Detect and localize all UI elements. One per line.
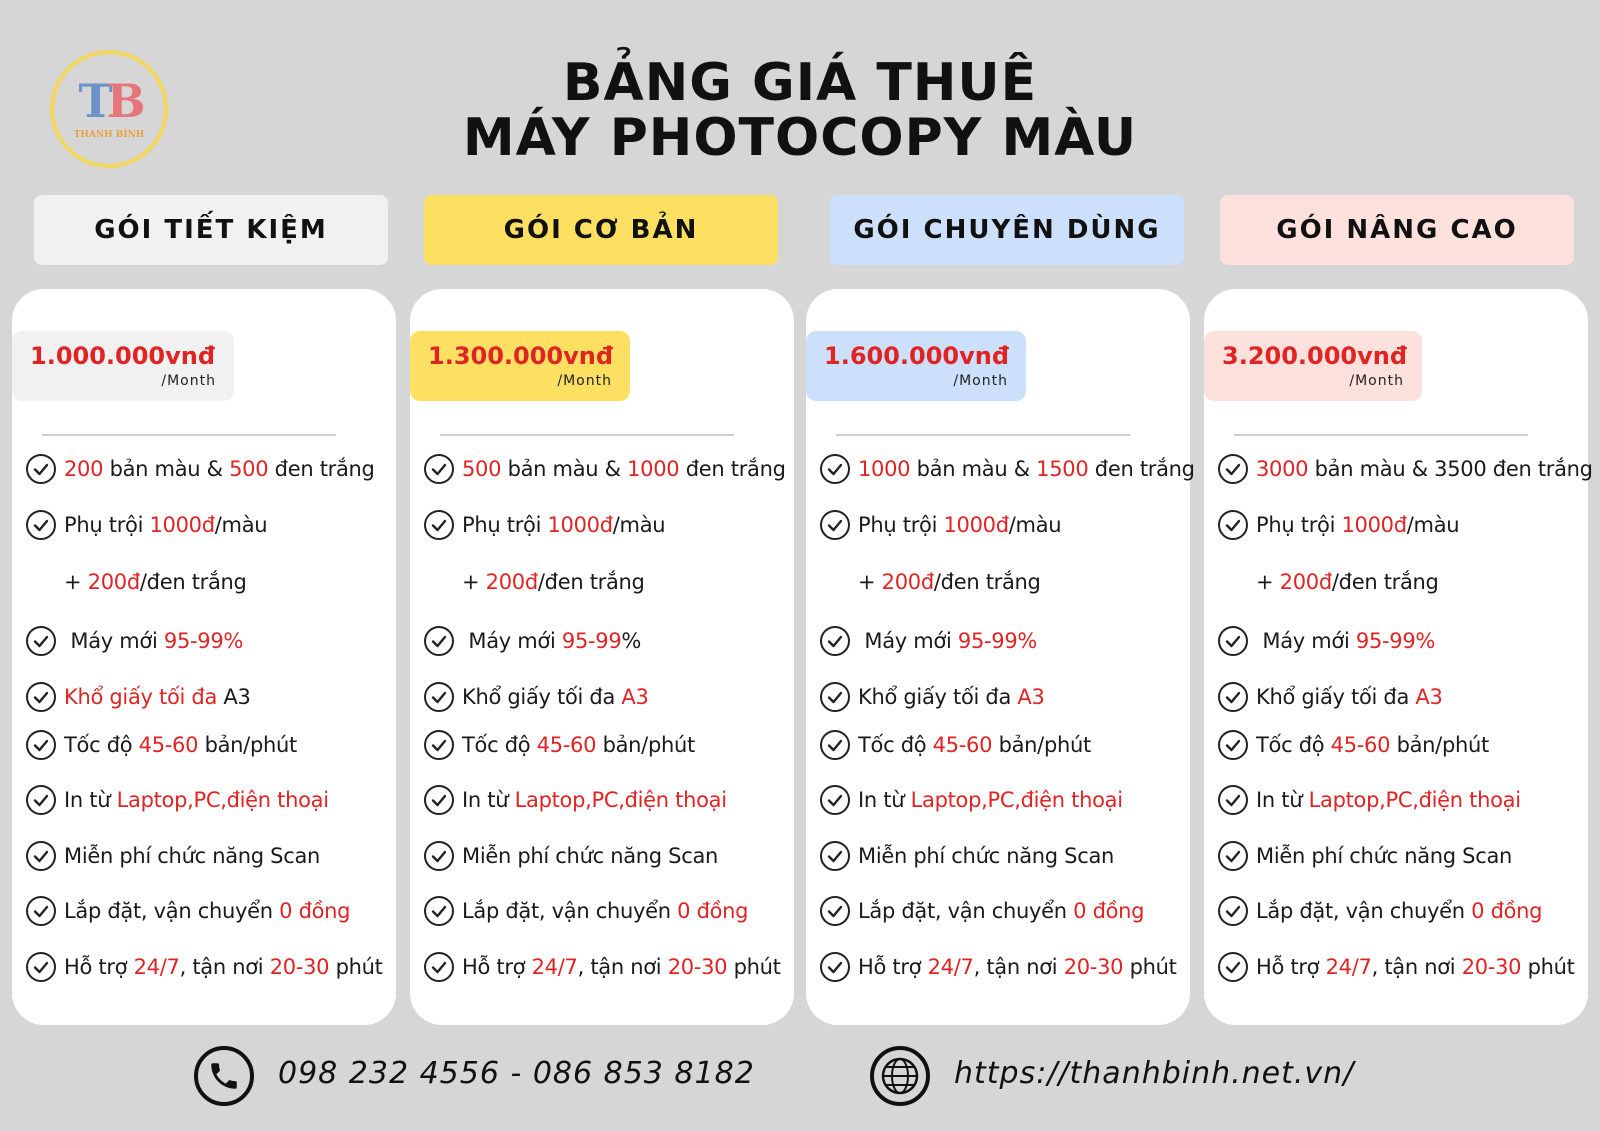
- highlight-text: 95-99%: [1355, 629, 1436, 653]
- phone-glyph: [207, 1059, 241, 1093]
- feature-text-part: Phụ trội: [858, 513, 944, 537]
- feature-text-part: Miễn phí chức năng Scan: [64, 844, 321, 868]
- title-line-1: BẢNG GIÁ THUÊ: [562, 53, 1038, 113]
- feature-text: [1256, 844, 1512, 868]
- check-circle-icon: [26, 785, 56, 815]
- check-circle-icon: [1218, 682, 1248, 712]
- feature-item: [820, 947, 1184, 987]
- feature-text: [1256, 513, 1459, 537]
- feature-text-part: A3: [223, 685, 251, 709]
- check-circle-icon: [26, 952, 56, 982]
- feature-text-part: /màu: [1406, 513, 1460, 537]
- highlight-text: 1000đ: [943, 513, 1009, 537]
- feature-text-part: Miễn phí chức năng Scan: [462, 844, 719, 868]
- feature-text-part: , tận nơi: [1371, 955, 1462, 979]
- separator: [836, 434, 1130, 436]
- check-circle-icon: [820, 730, 850, 760]
- feature-text-part: Tốc độ: [64, 733, 139, 757]
- check-circle-icon: [820, 896, 850, 926]
- feature-item: [26, 725, 390, 765]
- highlight-text: 45-60: [932, 733, 993, 757]
- check-circle-icon: [424, 785, 454, 815]
- feature-item: [1218, 505, 1582, 545]
- feature-text: [858, 570, 1041, 594]
- feature-text-part: Khổ giấy tối đa: [1256, 685, 1416, 709]
- highlight-text: Laptop,PC,điện thoại: [116, 788, 329, 812]
- check-circle-icon: [820, 952, 850, 982]
- feature-text-part: Miễn phí chức năng Scan: [1256, 844, 1513, 868]
- feature-text-part: đen trắng: [1088, 457, 1195, 481]
- feature-text-part: Hỗ trợ: [858, 955, 928, 979]
- check-circle-icon: [26, 896, 56, 926]
- feature-text: [462, 629, 641, 653]
- package-card-3: [806, 289, 1195, 1025]
- globe-icon: [870, 1046, 930, 1106]
- price-box: [806, 331, 1026, 401]
- check-circle-icon: [1218, 626, 1248, 656]
- feature-text-part: Máy mới: [462, 629, 562, 653]
- feature-text-part: /đen trắng: [139, 570, 247, 594]
- price-amount: 3.200.000vnđ: [1222, 342, 1408, 370]
- highlight-text: 200đ: [87, 570, 140, 594]
- feature-text: [858, 844, 1114, 868]
- feature-text: [462, 955, 781, 979]
- feature-text: [1256, 685, 1443, 709]
- price-box: [12, 331, 234, 401]
- feature-item: [820, 836, 1184, 876]
- feature-text-part: Phụ trội: [64, 513, 150, 537]
- feature-text-part: Lắp đặt, vận chuyển: [858, 899, 1074, 923]
- feature-text-part: /màu: [612, 513, 666, 537]
- feature-text: [858, 733, 1091, 757]
- highlight-text: 0 đồng: [677, 899, 749, 923]
- check-circle-icon: [424, 510, 454, 540]
- highlight-text: Laptop,PC,điện thoại: [910, 788, 1123, 812]
- feature-item: [820, 677, 1184, 717]
- feature-text: [858, 955, 1177, 979]
- highlight-text: 45-60: [1330, 733, 1391, 757]
- highlight-text: 200đ: [881, 570, 934, 594]
- check-circle-icon: [26, 454, 56, 484]
- highlight-text: 95-99%: [163, 629, 244, 653]
- feature-item: [1218, 449, 1593, 489]
- feature-text: [462, 899, 748, 923]
- package-card-1: [12, 289, 396, 1025]
- feature-text-part: bản/phút: [596, 733, 695, 757]
- feature-text-part: /đen trắng: [1331, 570, 1439, 594]
- feature-text-part: +: [1256, 570, 1280, 594]
- feature-text: [858, 629, 1037, 653]
- check-circle-icon: [820, 841, 850, 871]
- feature-text-part: Hỗ trợ: [1256, 955, 1326, 979]
- check-circle-icon: [26, 510, 56, 540]
- feature-item: [424, 621, 788, 661]
- check-circle-icon: [424, 841, 454, 871]
- feature-item: [424, 891, 788, 931]
- check-circle-icon: [1218, 730, 1248, 760]
- logo-letter-t: T: [78, 74, 107, 128]
- check-circle-icon: [820, 785, 850, 815]
- package-header-4: GÓI NÂNG CAO: [1220, 195, 1574, 265]
- feature-text-part: , tận nơi: [179, 955, 270, 979]
- feature-text-part: bản màu &: [103, 457, 230, 481]
- feature-text: [64, 570, 247, 594]
- package-card-4: [1204, 289, 1593, 1025]
- price-box: [1204, 331, 1422, 401]
- feature-text-part: %: [621, 629, 642, 653]
- package-card-2: [410, 289, 794, 1025]
- package-header-1: GÓI TIẾT KIỆM: [34, 195, 388, 265]
- highlight-text: 1000: [627, 457, 680, 481]
- highlight-text: 500: [462, 457, 502, 481]
- feature-text-part: bản/phút: [198, 733, 297, 757]
- feature-text: [1256, 570, 1439, 594]
- feature-item: [26, 947, 390, 987]
- highlight-text: Khổ giấy tối đa: [64, 685, 224, 709]
- feature-text: [1256, 955, 1575, 979]
- check-circle-icon: [820, 682, 850, 712]
- highlight-text: 3000: [1256, 457, 1309, 481]
- feature-item: [424, 780, 788, 820]
- price-unit: /Month: [161, 373, 216, 389]
- feature-item: [26, 621, 390, 661]
- feature-text: [462, 685, 649, 709]
- price-unit: /Month: [953, 373, 1008, 389]
- feature-text-part: Miễn phí chức năng Scan: [858, 844, 1115, 868]
- price-box: [410, 331, 630, 401]
- page-title: [0, 53, 1600, 168]
- feature-text-part: Tốc độ: [858, 733, 933, 757]
- feature-text-part: Lắp đặt, vận chuyển: [1256, 899, 1472, 923]
- feature-text-part: , tận nơi: [973, 955, 1064, 979]
- feature-text: [858, 513, 1061, 537]
- price-unit: /Month: [1349, 373, 1404, 389]
- feature-item: [1218, 780, 1582, 820]
- feature-item: [1218, 891, 1582, 931]
- feature-text-part: Máy mới: [64, 629, 164, 653]
- highlight-text: 1500: [1036, 457, 1089, 481]
- feature-text-part: bản màu &: [910, 457, 1037, 481]
- feature-text-part: /đen trắng: [537, 570, 645, 594]
- feature-item: [424, 677, 788, 717]
- price-amount: 1.600.000vnđ: [824, 342, 1010, 370]
- highlight-text: 20-30: [1063, 955, 1124, 979]
- feature-text-part: /đen trắng: [933, 570, 1041, 594]
- highlight-text: 24/7: [531, 955, 578, 979]
- feature-text-part: Lắp đặt, vận chuyển: [462, 899, 678, 923]
- check-circle-icon: [1218, 952, 1248, 982]
- feature-text-part: +: [64, 570, 88, 594]
- feature-text-part: In từ: [858, 788, 911, 812]
- check-circle-icon: [1218, 454, 1248, 484]
- feature-item: [424, 562, 788, 602]
- feature-text-part: Phụ trội: [1256, 513, 1342, 537]
- feature-text-part: Khổ giấy tối đa: [858, 685, 1018, 709]
- feature-text-part: +: [462, 570, 486, 594]
- feature-text: [858, 788, 1123, 812]
- feature-text-part: bản màu & 3500 đen trắng: [1308, 457, 1593, 481]
- feature-item: [820, 725, 1184, 765]
- feature-text-part: +: [858, 570, 882, 594]
- feature-item: [26, 891, 390, 931]
- feature-text: [64, 844, 320, 868]
- feature-item: [26, 780, 390, 820]
- check-circle-icon: [424, 682, 454, 712]
- feature-item: [424, 725, 788, 765]
- highlight-text: 200đ: [1279, 570, 1332, 594]
- check-circle-icon: [424, 730, 454, 760]
- feature-item: [26, 505, 390, 545]
- feature-item: [424, 836, 788, 876]
- highlight-text: 1000: [858, 457, 911, 481]
- highlight-text: Laptop,PC,điện thoại: [1308, 788, 1521, 812]
- feature-item: [1218, 836, 1582, 876]
- check-circle-icon: [26, 626, 56, 656]
- feature-text: [1256, 788, 1521, 812]
- highlight-text: A3: [1017, 685, 1045, 709]
- feature-text-part: đen trắng: [679, 457, 786, 481]
- feature-text-part: In từ: [64, 788, 117, 812]
- feature-text: [1256, 629, 1435, 653]
- feature-item: [1218, 725, 1582, 765]
- feature-text-part: phút: [727, 955, 781, 979]
- highlight-text: 24/7: [1325, 955, 1372, 979]
- feature-text-part: Máy mới: [858, 629, 958, 653]
- feature-text-part: bản/phút: [1390, 733, 1489, 757]
- feature-text-part: Phụ trội: [462, 513, 548, 537]
- highlight-text: 200đ: [485, 570, 538, 594]
- highlight-text: 0 đồng: [1073, 899, 1145, 923]
- highlight-text: 24/7: [927, 955, 974, 979]
- feature-item: [1218, 621, 1582, 661]
- feature-item: [26, 562, 390, 602]
- price-amount: 1.000.000vnđ: [30, 342, 216, 370]
- feature-item: [820, 621, 1184, 661]
- highlight-text: 500: [229, 457, 269, 481]
- highlight-text: 1000đ: [1341, 513, 1407, 537]
- feature-text-part: , tận nơi: [577, 955, 668, 979]
- feature-text: [462, 788, 727, 812]
- highlight-text: A3: [1415, 685, 1443, 709]
- feature-text: [462, 733, 695, 757]
- package-header-2: GÓI CƠ BẢN: [424, 195, 778, 265]
- feature-text-part: đen trắng: [268, 457, 375, 481]
- feature-text-part: Tốc độ: [462, 733, 537, 757]
- highlight-text: 1000đ: [547, 513, 613, 537]
- check-circle-icon: [424, 952, 454, 982]
- feature-text-part: /màu: [1008, 513, 1062, 537]
- highlight-text: 20-30: [269, 955, 330, 979]
- feature-item: [424, 505, 788, 545]
- highlight-text: 20-30: [1461, 955, 1522, 979]
- feature-item: [820, 562, 1184, 602]
- feature-item: [1218, 677, 1582, 717]
- highlight-text: 200: [64, 457, 104, 481]
- check-circle-icon: [1218, 841, 1248, 871]
- phone-numbers[interactable]: 098 232 4556 - 086 853 8182: [278, 1056, 755, 1091]
- feature-item: [424, 947, 788, 987]
- separator: [42, 434, 336, 436]
- feature-text-part: In từ: [1256, 788, 1309, 812]
- feature-text-part: Hỗ trợ: [64, 955, 134, 979]
- highlight-text: Laptop,PC,điện thoại: [514, 788, 727, 812]
- feature-text: [1256, 899, 1542, 923]
- feature-text-part: Tốc độ: [1256, 733, 1331, 757]
- feature-text-part: /màu: [214, 513, 268, 537]
- feature-item: [1218, 562, 1582, 602]
- feature-item: [820, 449, 1195, 489]
- check-circle-icon: [424, 626, 454, 656]
- feature-item: [26, 449, 390, 489]
- feature-item: [820, 780, 1184, 820]
- price-amount: 1.300.000vnđ: [428, 342, 614, 370]
- feature-text-part: phút: [1521, 955, 1575, 979]
- highlight-text: 0 đồng: [279, 899, 351, 923]
- feature-text: [64, 733, 297, 757]
- check-circle-icon: [1218, 510, 1248, 540]
- phone-icon: [194, 1046, 254, 1106]
- highlight-text: 45-60: [536, 733, 597, 757]
- feature-text: [858, 685, 1045, 709]
- feature-text: [64, 629, 243, 653]
- package-header-3: GÓI CHUYÊN DÙNG: [830, 195, 1184, 265]
- feature-text: [858, 899, 1144, 923]
- logo-letter-b: B: [106, 74, 140, 128]
- feature-text: [462, 457, 786, 481]
- feature-text-part: phút: [329, 955, 383, 979]
- feature-text-part: phút: [1123, 955, 1177, 979]
- feature-text: [858, 457, 1195, 481]
- logo-text: THANH BÌNH: [73, 130, 145, 140]
- feature-text: [64, 788, 329, 812]
- highlight-text: 0 đồng: [1471, 899, 1543, 923]
- feature-item: [820, 505, 1184, 545]
- feature-text-part: bản màu &: [501, 457, 628, 481]
- highlight-text: 20-30: [667, 955, 728, 979]
- check-circle-icon: [1218, 896, 1248, 926]
- feature-text-part: Hỗ trợ: [462, 955, 532, 979]
- highlight-text: 1000đ: [149, 513, 215, 537]
- feature-text: [64, 899, 350, 923]
- check-circle-icon: [820, 510, 850, 540]
- feature-item: [1218, 947, 1582, 987]
- feature-text-part: In từ: [462, 788, 515, 812]
- feature-item: [26, 836, 390, 876]
- feature-text: [64, 685, 251, 709]
- highlight-text: 45-60: [138, 733, 199, 757]
- check-circle-icon: [820, 454, 850, 484]
- feature-text: [64, 955, 383, 979]
- feature-text-part: Máy mới: [1256, 629, 1356, 653]
- check-circle-icon: [424, 454, 454, 484]
- highlight-text: 95-99%: [957, 629, 1038, 653]
- feature-text: [64, 513, 267, 537]
- highlight-text: 24/7: [133, 955, 180, 979]
- feature-item: [820, 891, 1184, 931]
- separator: [440, 434, 734, 436]
- website-link[interactable]: https://thanhbinh.net.vn/: [954, 1056, 1355, 1091]
- highlight-text: A3: [621, 685, 649, 709]
- feature-text-part: Khổ giấy tối đa: [462, 685, 622, 709]
- feature-text-part: bản/phút: [992, 733, 1091, 757]
- separator: [1234, 434, 1528, 436]
- check-circle-icon: [1218, 785, 1248, 815]
- feature-text: [64, 457, 375, 481]
- check-circle-icon: [26, 730, 56, 760]
- feature-text: [1256, 733, 1489, 757]
- title-line-2: MÁY PHOTOCOPY MÀU: [462, 108, 1138, 168]
- price-unit: /Month: [557, 373, 612, 389]
- check-circle-icon: [424, 896, 454, 926]
- feature-item: [26, 677, 390, 717]
- check-circle-icon: [26, 682, 56, 712]
- feature-text-part: Lắp đặt, vận chuyển: [64, 899, 280, 923]
- globe-glyph: [880, 1056, 920, 1096]
- feature-text: [1256, 457, 1593, 481]
- feature-text: [462, 844, 718, 868]
- feature-text: [462, 513, 665, 537]
- check-circle-icon: [820, 626, 850, 656]
- feature-text: [462, 570, 645, 594]
- check-circle-icon: [26, 841, 56, 871]
- feature-item: [424, 449, 788, 489]
- highlight-text: 95-99: [561, 629, 622, 653]
